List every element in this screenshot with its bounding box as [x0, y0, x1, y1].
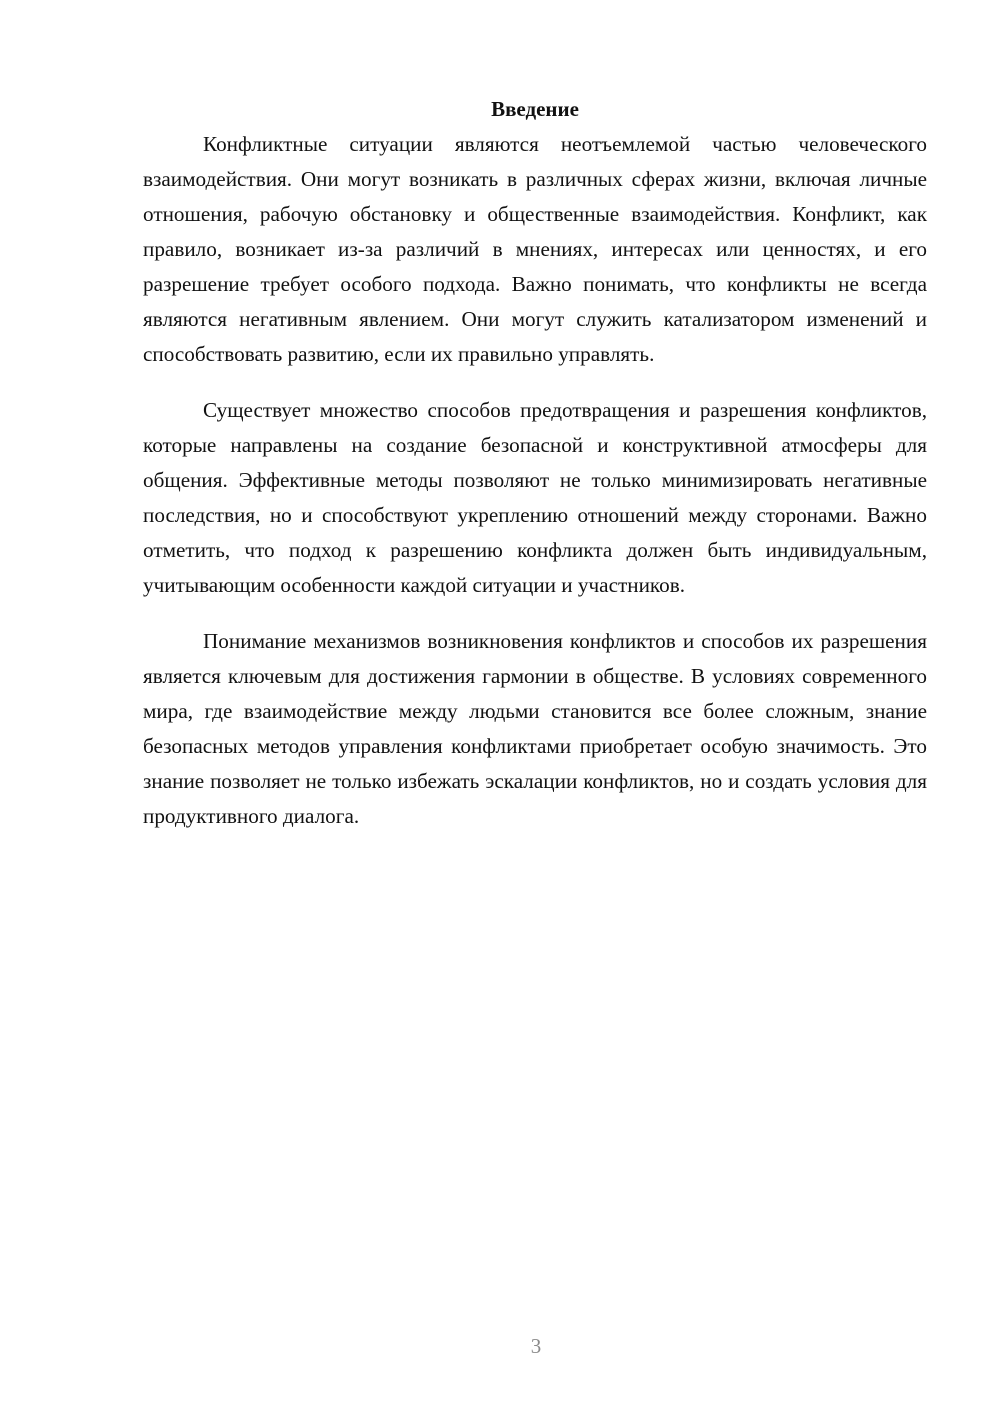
paragraph-3: Понимание механизмов возникновения конфликтов и способов их разрешения является ключевым для достижения гармонии в обществе. В условиях современного мира, где взаимодействие между людьми становится все более сложным, знание безопасных методов управления конфликтами приобретает особую значимость. Это знание позволяет не только избежать эскалации конфликтов, но и создать условия для продуктивного диалога.	[143, 629, 927, 828]
section-title: Введение	[491, 97, 579, 121]
paragraph-2: Существует множество способов предотвращения и разрешения конфликтов, которые направлены на создание безопасной и конструктивной атмосферы для общения. Эффективные методы позволяют не только минимизировать негативные последствия, но и способствуют укреплению отношений между сторонами. Важно отметить, что подход к разрешению конфликта должен быть индивидуальным, учитывающим особенности каждой ситуации и участников.	[143, 398, 927, 597]
page-number: 3	[530, 1334, 542, 1358]
paragraph-1: Конфликтные ситуации являются неотъемлемой частью человеческого взаимодействия. Они могут возникать в различных сферах жизни, включая личные отношения, рабочую обстановку и общественные взаимодействия. Конфликт, как правило, возникает из-за различий в мнениях, интересах или ценностях, и его разрешение требует особого подхода. Важно понимать, что конфликты не всегда являются негативным явлением. Они могут служить катализатором изменений и способствовать развитию, если их правильно управлять.	[143, 132, 927, 366]
page-content	[143, 92, 927, 834]
